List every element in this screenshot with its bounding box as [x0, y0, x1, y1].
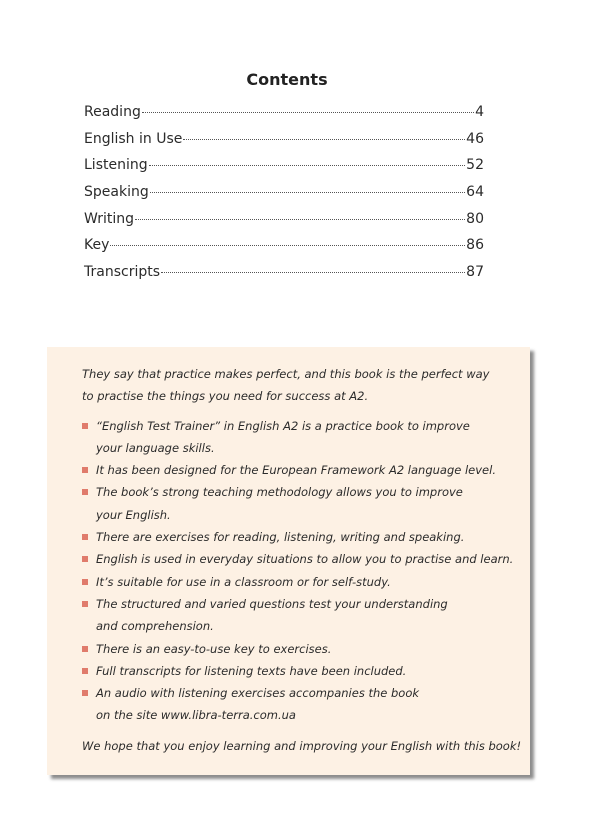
toc-leader-dots	[161, 272, 465, 273]
toc-item-page: 52	[466, 157, 484, 174]
list-item-line[interactable]: on the site www.libra-terra.com.ua	[96, 708, 296, 723]
toc-item-english-in-use[interactable]	[84, 131, 484, 158]
toc-item-page: 4	[475, 104, 484, 120]
toc-item-writing[interactable]	[84, 211, 484, 238]
bullet-square-icon	[82, 668, 88, 674]
bullet-square-icon	[82, 467, 88, 473]
list-item-line: There are exercises for reading, listening, writing and speaking.	[96, 530, 465, 545]
toc-leader-dots	[110, 245, 465, 246]
toc-item-label: Key	[84, 237, 110, 254]
intro-line: They say that practice makes perfect, and this book is the perfect way	[82, 367, 490, 381]
toc-item-listening[interactable]	[84, 157, 484, 184]
toc-item-key[interactable]	[84, 237, 484, 264]
info-box	[47, 347, 530, 775]
toc-item-page: 46	[466, 130, 484, 147]
list-item	[82, 415, 522, 460]
closing-paragraph: We hope that you enjoy learning and improving your English with this book!	[82, 738, 522, 753]
intro-paragraph	[82, 363, 522, 408]
list-item-line: your English.	[96, 507, 171, 522]
list-item	[82, 593, 522, 638]
list-item-line: English is used in everyday situations to allow you to practise and learn.	[96, 552, 514, 567]
list-item	[82, 660, 522, 682]
toc-item-reading[interactable]	[84, 104, 484, 131]
toc-item-transcripts[interactable]	[84, 264, 484, 291]
toc-item-page: 64	[466, 184, 484, 201]
list-item	[82, 459, 522, 481]
intro-line: to practise the things you need for success at A2.	[82, 389, 369, 404]
list-item	[82, 526, 522, 548]
toc-item-label: Listening	[84, 157, 148, 174]
list-item	[82, 571, 522, 593]
list-item	[82, 481, 522, 526]
list-item-line: and comprehension.	[96, 619, 214, 634]
list-item	[82, 682, 522, 727]
list-item-line: It has been designed for the European Framework A2 language level.	[96, 463, 496, 478]
toc-item-page: 80	[466, 210, 484, 227]
list-item-line: Full transcripts for listening texts have been included.	[96, 663, 407, 678]
list-item-line: The book’s strong teaching methodology allows you to improve	[96, 485, 463, 500]
page-title: Contents	[246, 70, 328, 89]
list-item-line: your language skills.	[96, 440, 215, 455]
bullet-square-icon	[82, 579, 88, 585]
bullet-square-icon	[82, 556, 88, 562]
toc-leader-dots	[135, 219, 465, 220]
info-box-text	[82, 363, 522, 757]
list-item	[82, 548, 522, 570]
bullet-square-icon	[82, 489, 88, 495]
toc-item-label: English in Use	[84, 130, 183, 147]
toc-item-speaking[interactable]	[84, 184, 484, 211]
toc-item-label: Speaking	[84, 184, 149, 201]
bullet-square-icon	[82, 690, 88, 696]
toc-item-label: Reading	[84, 104, 141, 120]
bullet-square-icon	[82, 534, 88, 540]
toc-leader-dots	[150, 192, 465, 193]
toc-leader-dots	[142, 112, 474, 113]
toc-item-label: Transcripts	[84, 264, 161, 281]
list-item	[82, 638, 522, 660]
bullet-square-icon	[82, 646, 88, 652]
list-item-line: It’s suitable for use in a classroom or for self-study.	[96, 574, 391, 589]
list-item-line: “English Test Trainer” in English A2 is a practice book to improve	[96, 418, 470, 433]
list-item-line: An audio with listening exercises accompanies the book	[96, 686, 420, 701]
list-item-line: There is an easy-to-use key to exercises.	[96, 641, 332, 656]
toc-leader-dots	[183, 139, 465, 140]
bullet-square-icon	[82, 423, 88, 429]
table-of-contents	[84, 104, 484, 291]
list-item-line: The structured and varied questions test your understanding	[96, 596, 448, 611]
bullet-square-icon	[82, 601, 88, 607]
feature-list	[82, 415, 522, 727]
toc-leader-dots	[149, 165, 466, 166]
toc-item-page: 86	[466, 237, 484, 254]
toc-item-label: Writing	[84, 210, 134, 227]
toc-item-page: 87	[466, 264, 484, 281]
